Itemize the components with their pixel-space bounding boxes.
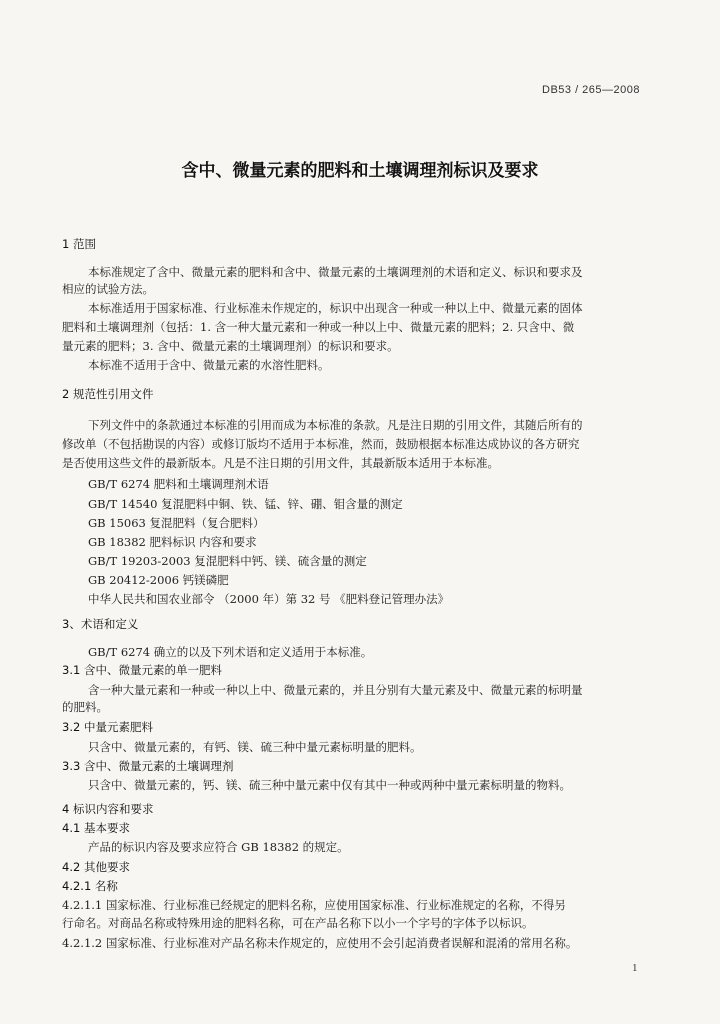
reference-item: GB 15063 复混肥料（复合肥料） (88, 516, 265, 530)
section-heading: 3、术语和定义 (62, 617, 139, 631)
reference-item: GB/T 6274 肥料和土壤调理剂术语 (88, 477, 269, 491)
reference-item: GB/T 14540 复混肥料中铜、铁、锰、锌、硼、钼含量的测定 (88, 497, 403, 511)
paragraph-line: 本标准规定了含中、微量元素的肥料和含中、微量元素的土壤调理剂的术语和定义、标识和要求及 (88, 265, 583, 279)
paragraph-line: 相应的试验方法。 (62, 282, 154, 296)
document-title: 含中、微量元素的肥料和土壤调理剂标识及要求 (181, 161, 539, 181)
paragraph-line: 量元素的肥料；3. 含中、微量元素的土壤调理剂）的标识和要求。 (62, 339, 399, 353)
reference-item: GB/T 19203-2003 复混肥料中钙、镁、硫含量的测定 (88, 554, 367, 568)
subsection-heading: 4.1 基本要求 (62, 821, 130, 835)
paragraph-line: 本标准适用于国家标准、行业标准未作规定的，标识中出现含一种或一种以上中、微量元素的固体 (88, 301, 583, 315)
paragraph-line: 产品的标识内容及要求应符合 GB 18382 的规定。 (88, 840, 349, 854)
paragraph-line: 的肥料。 (62, 700, 108, 714)
reference-item: GB 18382 肥料标识 内容和要求 (88, 535, 257, 549)
paragraph-line: 只含中、微量元素的，钙、镁、硫三种中量元素中仅有其中一种或两种中量元素标明量的物料。 (88, 778, 571, 792)
reference-item: 中华人民共和国农业部令 （2000 年）第 32 号 《肥料登记管理办法》 (88, 592, 450, 606)
paragraph-line: 下列文件中的条款通过本标准的引用而成为本标准的条款。凡是注日期的引用文件，其随后所有的 (88, 418, 583, 432)
page-number: 1 (632, 962, 638, 974)
section-heading: 4 标识内容和要求 (62, 802, 154, 816)
paragraph-line: 肥料和土壤调理剂（包括：1. 含一种大量元素和一种或一种以上中、微量元素的肥料；2. 只含中、微 (62, 320, 575, 334)
paragraph-line: 含一种大量元素和一种或一种以上中、微量元素的，并且分别有大量元素及中、微量元素的标明量 (88, 683, 583, 697)
paragraph-line: 4.2.1.1 国家标准、行业标准已经规定的肥料名称，应使用国家标准、行业标准规定的名称，不得另 (62, 898, 566, 912)
paragraph-line: 修改单（不包括勘误的内容）或修订版均不适用于本标准，然而，鼓励根据本标准达成协议的各方研究 (62, 437, 580, 451)
subsection-heading: 3.1 含中、微量元素的单一肥料 (62, 663, 222, 677)
paragraph-line: 4.2.1.2 国家标准、行业标准对产品名称未作规定的，应使用不会引起消费者误解和混淆的常用名称。 (62, 936, 578, 950)
subsection-heading: 4.2 其他要求 (62, 860, 130, 874)
subsection-heading: 3.3 含中、微量元素的土壤调理剂 (62, 759, 234, 773)
standard-code: DB53 / 265—2008 (542, 84, 641, 96)
paragraph-line: 本标准不适用于含中、微量元素的水溶性肥料。 (88, 358, 330, 372)
paragraph-line: 行命名。对商品名称或特殊用途的肥料名称，可在产品名称下以小一个字号的字体予以标识。 (62, 916, 534, 930)
paragraph-line: 只含中、微量元素的，有钙、镁、硫三种中量元素标明量的肥料。 (88, 740, 422, 754)
paragraph-line: GB/T 6274 确立的以及下列术语和定义适用于本标准。 (88, 645, 373, 659)
section-heading: 2 规范性引用文件 (62, 387, 154, 401)
reference-item: GB 20412-2006 钙镁磷肥 (88, 573, 229, 587)
paragraph-line: 是否使用这些文件的最新版本。凡是不注日期的引用文件，其最新版本适用于本标准。 (62, 456, 499, 470)
section-heading: 1 范围 (62, 237, 96, 251)
subsection-heading: 3.2 中量元素肥料 (62, 720, 153, 734)
subsection-heading: 4.2.1 名称 (62, 879, 118, 893)
